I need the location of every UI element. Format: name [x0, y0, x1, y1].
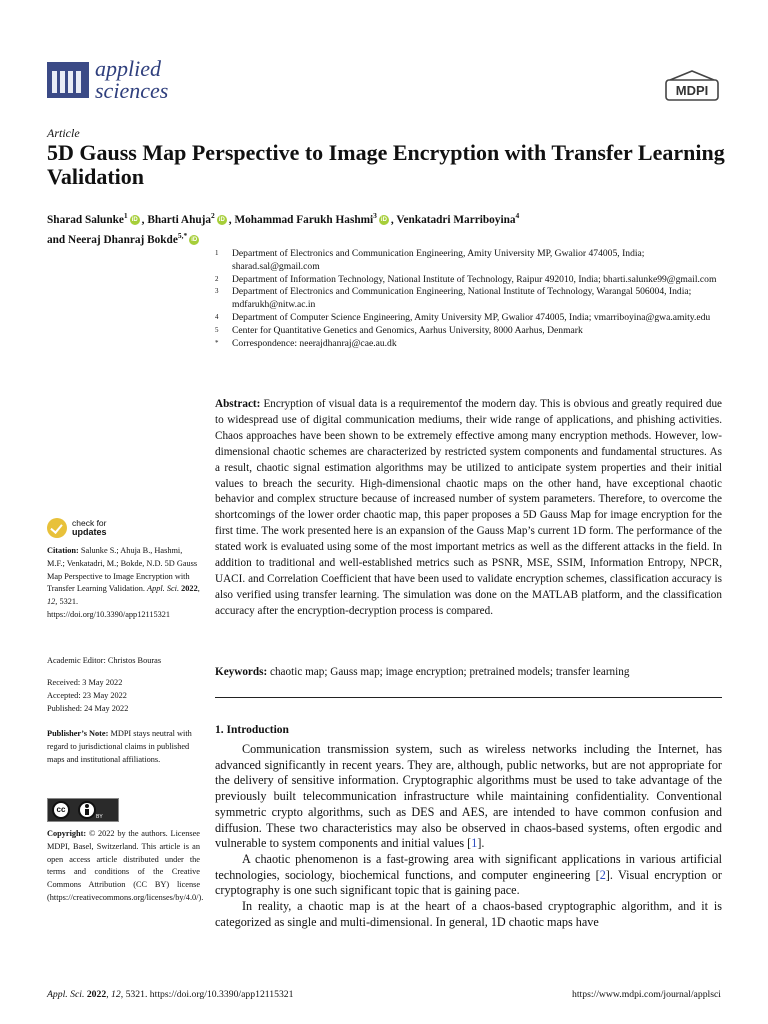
affiliation-item: 5 Center for Quantitative Genetics and Genomics, Aarhus University, 8000 Aarhus, Denmark	[215, 324, 583, 336]
author-name: Venkatadri Marriboyina$^4$	[396, 211, 520, 226]
article-type: Article	[47, 126, 80, 140]
author-name: Sharad Salunke$^1$iD ,	[47, 211, 148, 226]
author-list	[47, 208, 727, 248]
orcid-icon[interactable]: iD	[218, 217, 225, 224]
orcid-icon[interactable]: iD	[131, 217, 138, 224]
paragraph: In reality, a chaotic map is at the heart of a chaos-based cryptographic algorithm, and it is categorized as single and multi-dimensional. In general, 1D chaotic maps have	[215, 899, 722, 929]
publication-dates	[47, 677, 200, 715]
reference-link-2[interactable]: 2	[599, 867, 606, 882]
article-title: 5D Gauss Map Perspective to Image Encryption with Transfer Learning Validation	[47, 140, 725, 189]
academic-editor: Academic Editor: Christos Bouras	[47, 656, 162, 665]
publisher-name: MDPI	[675, 83, 709, 98]
journal-logo	[47, 58, 168, 102]
section-heading-introduction: 1. Introduction	[215, 724, 289, 736]
creative-commons-icon: cc	[52, 801, 70, 819]
affiliation-list	[215, 248, 725, 350]
cc-by-license-badge[interactable]	[47, 798, 119, 822]
copyright-notice: Copyright: © 2022 by the authors. Licensee MDPI, Basel, Switzerland. This article is an open access article distributed under the terms and conditions of the Creative Commons Attribution (CC BY) license (https://creativecommons.org/licenses/by/4.0/).	[47, 829, 204, 902]
orcid-icon[interactable]: iD	[191, 236, 198, 243]
paragraph: Communication transmission system, such as wireless networks including the Internet, has advanced significantly in recent years. They are, although, public networks, but are not appropriate for the delivery of sensitive information. Cryptographic algorithms must be used to take advantage of the previously built telecommunication infrastructure while maintaining confidentiality. Conventional symmetric crypto algorithms, such as DES and AES, are intended to have common confusion and diffusion. These two characteristics may also be observed in chaos-based systems, often ergodic and vulnerable to system components and initial values [1].	[215, 742, 722, 851]
journal-name-line2: sciences	[95, 78, 169, 103]
received-date: Received: 3 May 2022	[47, 678, 123, 687]
affiliation-item: 1 Department of Electronics and Communication Engineering, Amity University MP, Gwalior 474005, India; sharad.sal@gmail.com	[215, 248, 645, 272]
citation: Citation: Salunke S.; Ahuja B., Hashmi, M.F.; Venkatadri, M.; Bokde, N.D. 5D Gauss Map Perspective to Image Encryption with Transfer Learning Validation. Appl. Sci. 2022, 12, 5321. https://doi.org/10.3390/app12115321	[47, 546, 200, 619]
journal-logo-icon	[47, 62, 89, 98]
abstract-text: Encryption of visual data is a requirementof the modern day. This is obvious and greatly required due to widespread use of digital communication mediums, their wide range of applications, and phishing activities. Chaos approaches have been shown to be extremely effective among many encryption methods. However, low-dimensional chaotic schemes are characterized by restricted system components and fundamental structures. As a result, chaotic signal estimation algorithms may be utilized to anticipate system properties and their initial values to breach the security. High-dimensional chaotic maps on the other hand, have exceptional chaotic behavior and complex structure because of increased number of system parameters. Therefore, to overcome the shortcomings of the lower order chaotic map, this paper proposes a 5D Gauss Map for image encryption for the first time. The work presented here is an expansion of the Gauss Map’s current 1D form. The performance of the stated work is evaluated using some of the most important metrics as well as the different attacks in the field. In addition to traditional and well-established metrics such as PSNR, MSE, SSIM, Information Entropy, NPCR, UACI. and Correlation Coefficient that have been used to validate encryption schemes, classification accuracy is also verified using transfer learning. The simulation was done on the MATLAB platform, and the classification accuracy after the encryption-decryption process is compared.	[215, 398, 723, 617]
affiliation-item: * Correspondence: neerajdhanraj@cae.au.dk	[215, 337, 397, 349]
paragraph: A chaotic phenomenon is a fast-growing area with significant applications in various artificial technologies, sociology, biochemical functions, and computer engineering [2]. Visual encryption or cryptography is one such significant topic that is gaining pace.	[215, 851, 722, 898]
reference-link-1[interactable]: 1	[471, 836, 478, 851]
abstract	[215, 397, 722, 620]
keywords-text: chaotic map; Gauss map; image encryption; pretrained models; transfer learning	[270, 666, 630, 678]
abstract-label: Abstract:	[215, 398, 261, 410]
accepted-date: Accepted: 23 May 2022	[47, 690, 127, 700]
author-name: and Neeraj Dhanraj Bokde$^{5,*}$iD	[47, 230, 198, 246]
publisher-note: Publisher’s Note: MDPI stays neutral with regard to jurisdictional claims in published maps and institutional affiliations.	[47, 729, 192, 764]
check-icon	[47, 518, 67, 538]
section-divider	[215, 697, 722, 698]
by-label: BY	[96, 814, 103, 820]
footer-citation: Appl. Sci. 2022, 12, 5321. https://doi.org/10.3390/app12115321	[47, 989, 294, 1000]
affiliation-item: 2 Department of Information Technology, National Institute of Technology, Raipur 492010, India; bharti.salunke99@gmail.com	[215, 273, 717, 285]
keywords-label: Keywords:	[215, 666, 268, 678]
author-name: Mohammad Farukh Hashmi$^3$iD ,	[234, 211, 397, 226]
journal-name-line1: applied	[95, 56, 161, 81]
mdpi-logo	[664, 70, 720, 104]
check-for-updates-button[interactable]: check for updates	[47, 518, 107, 538]
author-name: Bharti Ahuja$^2$iD ,	[147, 211, 235, 226]
published-date: Published: 24 May 2022	[47, 703, 129, 713]
affiliation-item: 4 Department of Computer Science Engineering, Amity University MP, Gwalior 474005, India; vmarriboyina@gwa.amity.edu	[215, 311, 711, 323]
orcid-icon[interactable]: iD	[380, 217, 387, 224]
footer-journal-url[interactable]: https://www.mdpi.com/journal/applsci	[572, 989, 721, 1000]
affiliation-item: 3 Department of Electronics and Communication Engineering, National Institute of Technology, Warangal 506004, India; mdfarukh@nitw.ac.in	[215, 286, 692, 311]
keywords	[215, 664, 722, 680]
attribution-icon	[78, 801, 96, 819]
introduction-body	[215, 742, 722, 930]
